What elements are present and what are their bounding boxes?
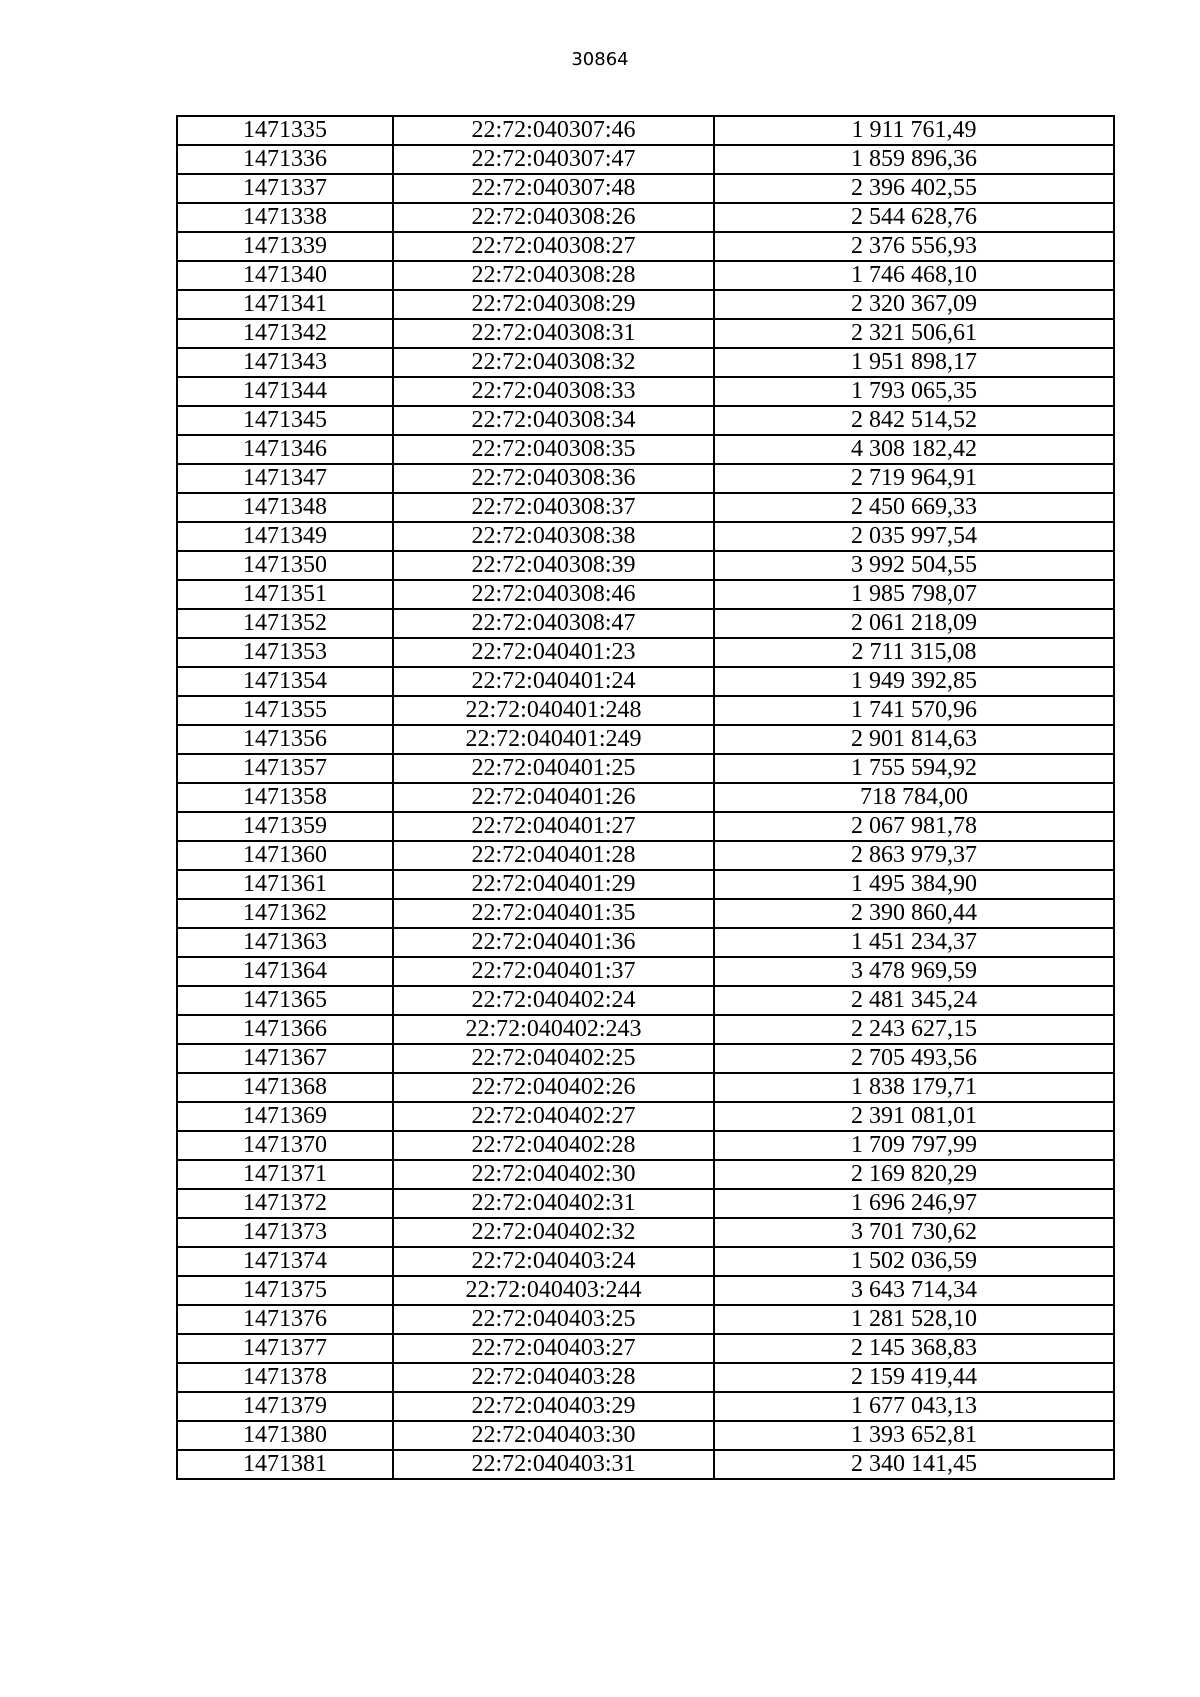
table-row [177,1334,1114,1363]
row-number-cell: 1471374 [177,1247,393,1276]
cadastral-value-cell: 1 451 234,37 [714,928,1114,957]
cadastral-number-cell: 22:72:040403:24 [393,1247,714,1276]
cadastral-number-cell: 22:72:040308:38 [393,522,714,551]
cadastral-number-cell: 22:72:040401:27 [393,812,714,841]
row-number-cell: 1471370 [177,1131,393,1160]
cadastral-value-cell: 3 643 714,34 [714,1276,1114,1305]
table-row [177,1160,1114,1189]
cadastral-number-cell: 22:72:040403:31 [393,1450,714,1479]
table-row [177,290,1114,319]
cadastral-number-cell: 22:72:040401:28 [393,841,714,870]
row-number-cell: 1471342 [177,319,393,348]
cadastral-value-cell: 2 481 345,24 [714,986,1114,1015]
cadastral-value-cell: 1 793 065,35 [714,377,1114,406]
cadastral-number-cell: 22:72:040401:35 [393,899,714,928]
cadastral-number-cell: 22:72:040403:30 [393,1421,714,1450]
cadastral-number-cell: 22:72:040308:31 [393,319,714,348]
cadastral-value-cell: 718 784,00 [714,783,1114,812]
table-row [177,870,1114,899]
table-row [177,841,1114,870]
page-number: 30864 [571,49,629,70]
cadastral-value-cell: 1 696 246,97 [714,1189,1114,1218]
cadastral-value-cell: 1 755 594,92 [714,754,1114,783]
cadastral-number-cell: 22:72:040402:24 [393,986,714,1015]
row-number-cell: 1471373 [177,1218,393,1247]
cadastral-number-cell: 22:72:040403:27 [393,1334,714,1363]
cadastral-number-cell: 22:72:040402:31 [393,1189,714,1218]
cadastral-number-cell: 22:72:040402:26 [393,1073,714,1102]
row-number-cell: 1471355 [177,696,393,725]
row-number-cell: 1471336 [177,145,393,174]
table-row [177,1247,1114,1276]
cadastral-value-cell: 2 863 979,37 [714,841,1114,870]
table-row [177,696,1114,725]
row-number-cell: 1471364 [177,957,393,986]
cadastral-value-cell: 2 145 368,83 [714,1334,1114,1363]
table-row [177,638,1114,667]
table-row [177,1421,1114,1450]
row-number-cell: 1471358 [177,783,393,812]
cadastral-number-cell: 22:72:040403:244 [393,1276,714,1305]
row-number-cell: 1471381 [177,1450,393,1479]
table-row [177,348,1114,377]
table-row [177,1392,1114,1421]
cadastral-number-cell: 22:72:040401:25 [393,754,714,783]
table-row [177,1044,1114,1073]
row-number-cell: 1471354 [177,667,393,696]
row-number-cell: 1471369 [177,1102,393,1131]
table-row [177,1015,1114,1044]
cadastral-value-cell: 1 985 798,07 [714,580,1114,609]
cadastral-value-table [176,115,1115,1480]
cadastral-value-cell: 2 450 669,33 [714,493,1114,522]
cadastral-number-cell: 22:72:040403:25 [393,1305,714,1334]
table-row [177,464,1114,493]
table-row [177,1363,1114,1392]
cadastral-number-cell: 22:72:040307:48 [393,174,714,203]
row-number-cell: 1471360 [177,841,393,870]
row-number-cell: 1471335 [177,116,393,145]
cadastral-value-cell: 2 320 367,09 [714,290,1114,319]
table-row [177,754,1114,783]
table-row [177,899,1114,928]
cadastral-value-cell: 1 677 043,13 [714,1392,1114,1421]
table-row [177,667,1114,696]
table-row [177,1276,1114,1305]
table-row [177,986,1114,1015]
cadastral-number-cell: 22:72:040401:23 [393,638,714,667]
cadastral-value-cell: 2 376 556,93 [714,232,1114,261]
cadastral-value-cell: 2 243 627,15 [714,1015,1114,1044]
cadastral-value-cell: 2 842 514,52 [714,406,1114,435]
cadastral-value-cell: 2 719 964,91 [714,464,1114,493]
cadastral-value-cell: 2 396 402,55 [714,174,1114,203]
row-number-cell: 1471365 [177,986,393,1015]
row-number-cell: 1471376 [177,1305,393,1334]
cadastral-value-cell: 2 391 081,01 [714,1102,1114,1131]
cadastral-value-cell: 2 169 820,29 [714,1160,1114,1189]
cadastral-number-cell: 22:72:040402:30 [393,1160,714,1189]
table-row [177,232,1114,261]
cadastral-number-cell: 22:72:040401:249 [393,725,714,754]
cadastral-number-cell: 22:72:040402:243 [393,1015,714,1044]
row-number-cell: 1471359 [177,812,393,841]
table-row [177,1218,1114,1247]
table-row [177,174,1114,203]
table-row [177,1073,1114,1102]
cadastral-number-cell: 22:72:040308:37 [393,493,714,522]
cadastral-value-cell: 1 746 468,10 [714,261,1114,290]
cadastral-number-cell: 22:72:040401:36 [393,928,714,957]
row-number-cell: 1471377 [177,1334,393,1363]
cadastral-value-cell: 3 992 504,55 [714,551,1114,580]
cadastral-number-cell: 22:72:040307:47 [393,145,714,174]
row-number-cell: 1471368 [177,1073,393,1102]
table-row [177,493,1114,522]
table-row [177,261,1114,290]
cadastral-number-cell: 22:72:040403:29 [393,1392,714,1421]
cadastral-number-cell: 22:72:040308:32 [393,348,714,377]
cadastral-value-cell: 1 709 797,99 [714,1131,1114,1160]
cadastral-value-cell: 2 159 419,44 [714,1363,1114,1392]
table-row [177,1131,1114,1160]
row-number-cell: 1471349 [177,522,393,551]
row-number-cell: 1471340 [177,261,393,290]
row-number-cell: 1471345 [177,406,393,435]
row-number-cell: 1471380 [177,1421,393,1450]
cadastral-number-cell: 22:72:040308:34 [393,406,714,435]
table-row [177,377,1114,406]
cadastral-value-cell: 1 281 528,10 [714,1305,1114,1334]
cadastral-number-cell: 22:72:040308:39 [393,551,714,580]
row-number-cell: 1471367 [177,1044,393,1073]
cadastral-value-cell: 1 949 392,85 [714,667,1114,696]
cadastral-value-cell: 2 067 981,78 [714,812,1114,841]
cadastral-value-cell: 1 838 179,71 [714,1073,1114,1102]
cadastral-number-cell: 22:72:040401:26 [393,783,714,812]
cadastral-number-cell: 22:72:040308:35 [393,435,714,464]
table-row [177,812,1114,841]
table-row [177,145,1114,174]
cadastral-number-cell: 22:72:040308:46 [393,580,714,609]
cadastral-number-cell: 22:72:040308:33 [393,377,714,406]
row-number-cell: 1471341 [177,290,393,319]
cadastral-number-cell: 22:72:040308:29 [393,290,714,319]
row-number-cell: 1471375 [177,1276,393,1305]
table-row [177,609,1114,638]
cadastral-value-cell: 1 495 384,90 [714,870,1114,899]
cadastral-value-cell: 4 308 182,42 [714,435,1114,464]
cadastral-value-cell: 2 340 141,45 [714,1450,1114,1479]
cadastral-value-cell: 1 859 896,36 [714,145,1114,174]
cadastral-number-cell: 22:72:040308:26 [393,203,714,232]
cadastral-number-cell: 22:72:040307:46 [393,116,714,145]
table-row [177,957,1114,986]
table-row [177,551,1114,580]
row-number-cell: 1471344 [177,377,393,406]
row-number-cell: 1471353 [177,638,393,667]
table-row [177,1189,1114,1218]
table-row [177,1450,1114,1479]
cadastral-number-cell: 22:72:040402:28 [393,1131,714,1160]
cadastral-value-cell: 3 478 969,59 [714,957,1114,986]
table-row [177,435,1114,464]
cadastral-number-cell: 22:72:040401:29 [393,870,714,899]
table-row [177,406,1114,435]
table-row [177,1305,1114,1334]
cadastral-number-cell: 22:72:040308:36 [393,464,714,493]
cadastral-value-cell: 2 901 814,63 [714,725,1114,754]
cadastral-value-cell: 1 911 761,49 [714,116,1114,145]
cadastral-value-cell: 1 741 570,96 [714,696,1114,725]
cadastral-value-cell: 2 705 493,56 [714,1044,1114,1073]
cadastral-number-cell: 22:72:040401:24 [393,667,714,696]
cadastral-value-cell: 1 393 652,81 [714,1421,1114,1450]
table-row [177,522,1114,551]
row-number-cell: 1471372 [177,1189,393,1218]
row-number-cell: 1471361 [177,870,393,899]
row-number-cell: 1471343 [177,348,393,377]
table-row [177,725,1114,754]
table-row [177,203,1114,232]
table-row [177,1102,1114,1131]
row-number-cell: 1471351 [177,580,393,609]
cadastral-number-cell: 22:72:040308:28 [393,261,714,290]
cadastral-number-cell: 22:72:040402:32 [393,1218,714,1247]
cadastral-value-cell: 2 035 997,54 [714,522,1114,551]
row-number-cell: 1471346 [177,435,393,464]
row-number-cell: 1471371 [177,1160,393,1189]
row-number-cell: 1471357 [177,754,393,783]
row-number-cell: 1471347 [177,464,393,493]
row-number-cell: 1471362 [177,899,393,928]
row-number-cell: 1471366 [177,1015,393,1044]
cadastral-value-cell: 2 321 506,61 [714,319,1114,348]
table-row [177,580,1114,609]
cadastral-number-cell: 22:72:040403:28 [393,1363,714,1392]
cadastral-value-cell: 3 701 730,62 [714,1218,1114,1247]
table-row [177,928,1114,957]
table-row [177,116,1114,145]
row-number-cell: 1471363 [177,928,393,957]
table-row [177,319,1114,348]
cadastral-number-cell: 22:72:040308:27 [393,232,714,261]
row-number-cell: 1471378 [177,1363,393,1392]
row-number-cell: 1471337 [177,174,393,203]
row-number-cell: 1471379 [177,1392,393,1421]
cadastral-number-cell: 22:72:040401:37 [393,957,714,986]
row-number-cell: 1471356 [177,725,393,754]
table-row [177,783,1114,812]
cadastral-value-cell: 1 502 036,59 [714,1247,1114,1276]
cadastral-number-cell: 22:72:040308:47 [393,609,714,638]
cadastral-value-cell: 2 544 628,76 [714,203,1114,232]
cadastral-value-cell: 2 061 218,09 [714,609,1114,638]
cadastral-value-cell: 2 711 315,08 [714,638,1114,667]
row-number-cell: 1471339 [177,232,393,261]
table-body [177,116,1114,1479]
cadastral-value-cell: 2 390 860,44 [714,899,1114,928]
row-number-cell: 1471348 [177,493,393,522]
row-number-cell: 1471338 [177,203,393,232]
cadastral-value-cell: 1 951 898,17 [714,348,1114,377]
cadastral-number-cell: 22:72:040401:248 [393,696,714,725]
row-number-cell: 1471350 [177,551,393,580]
row-number-cell: 1471352 [177,609,393,638]
cadastral-number-cell: 22:72:040402:27 [393,1102,714,1131]
cadastral-number-cell: 22:72:040402:25 [393,1044,714,1073]
